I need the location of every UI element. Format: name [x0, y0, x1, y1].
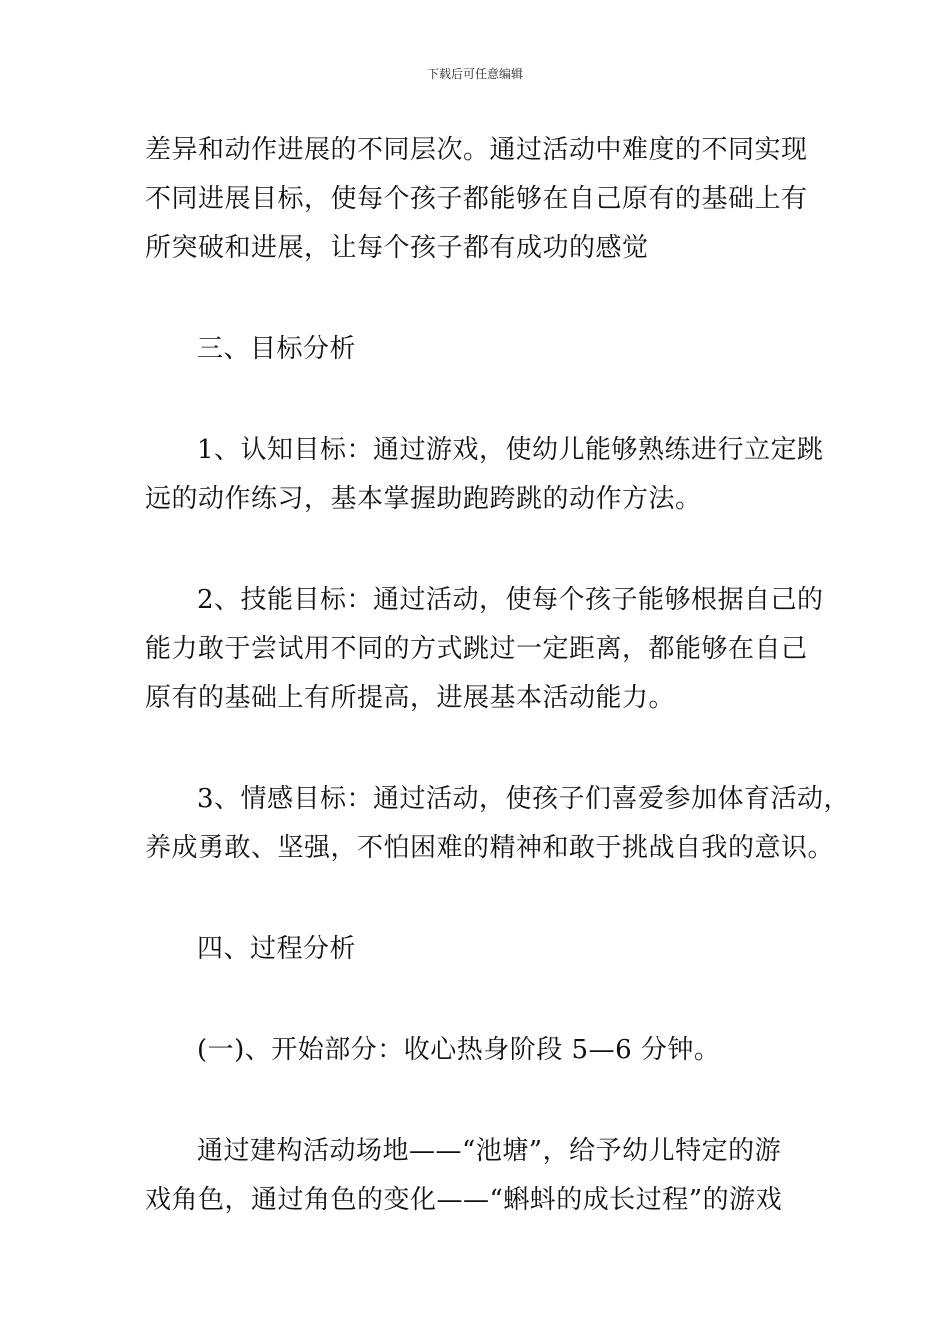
- document-body: [145, 126, 851, 1225]
- heading-text: (一)、开始部分：收心热身阶段 5—6 分钟。: [197, 1035, 721, 1065]
- text-line: 养成勇敢、坚强，不怕困难的精神和敢于挑战自我的意识。: [145, 833, 835, 863]
- text-line: 1、认知目标：通过游戏，使幼儿能够熟练进行立定跳: [197, 435, 824, 465]
- paragraph-continuation: [145, 126, 815, 273]
- text-line: 2、技能目标：通过活动，使每个孩子能够根据自己的: [197, 585, 824, 615]
- heading-text: 四、过程分析: [197, 934, 357, 964]
- section-heading-goal-analysis: [145, 325, 815, 374]
- text-line: 戏角色，通过角色的变化——“蝌蚪的成长过程”的游戏: [145, 1185, 783, 1215]
- paragraph-emotional-goal: [145, 775, 851, 873]
- text-line: 所突破和进展，让每个孩子都有成功的感觉: [145, 233, 649, 263]
- subsection-heading-opening: [145, 1026, 815, 1075]
- paragraph-pond-activity: [145, 1127, 815, 1225]
- text-line: 原有的基础上有所提高，进展基本活动能力。: [145, 683, 676, 713]
- text-line: 3、情感目标：通过活动，使孩子们喜爱参加体育活动，: [197, 784, 851, 814]
- heading-text: 三、目标分析: [197, 334, 357, 364]
- text-line: 不同进展目标，使每个孩子都能够在自己原有的基础上有: [145, 184, 808, 214]
- paragraph-cognitive-goal: [145, 426, 824, 524]
- paragraph-skill-goal: [145, 576, 824, 723]
- page-header: 下载后可任意编辑: [426, 67, 523, 81]
- text-line: 远的动作练习，基本掌握助跑跨跳的动作方法。: [145, 484, 702, 514]
- text-line: 通过建构活动场地——“池塘”，给予幼儿特定的游: [197, 1136, 782, 1166]
- text-line: 能力敢于尝试用不同的方式跳过一定距离，都能够在自己: [145, 634, 808, 664]
- text-line: 差异和动作进展的不同层次。通过活动中难度的不同实现: [145, 135, 808, 165]
- section-heading-process-analysis: [145, 925, 815, 974]
